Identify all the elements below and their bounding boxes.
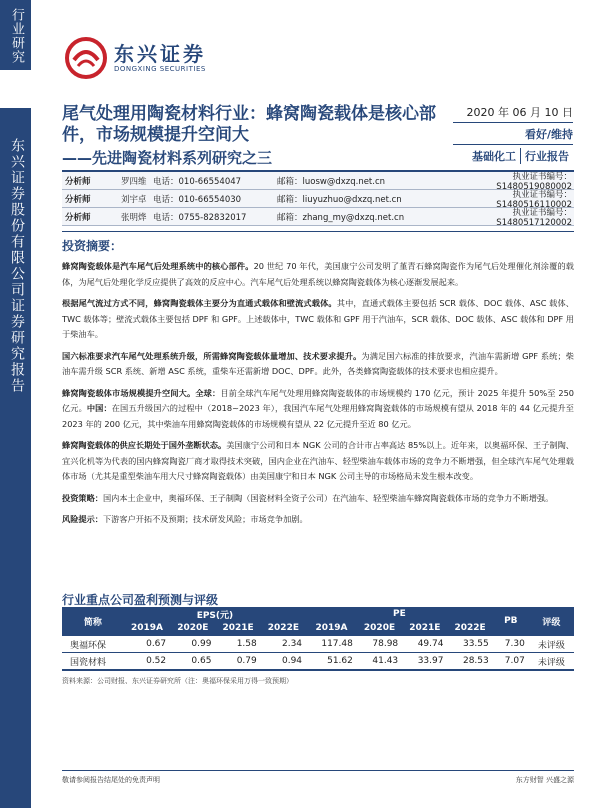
report-meta (453, 104, 573, 164)
sidebar-bottom-label: 东兴证券股份有限公司证券研究报告 (9, 138, 25, 394)
sidebar (0, 0, 31, 808)
logo-en-text: DONGXING SECURITIES (114, 65, 206, 73)
summary-paragraph: 蜂窝陶瓷载体市场规模提升空间大。全球：目前全球汽车尾气处理用蜂窝陶瓷载体的市场规模约 170 亿元，预计 2025 年提升 50%至 250 亿元。中国：在国五升级国六的过程中（2018~2023 年），我国汽车尾气处理用蜂窝陶瓷载体的市场规模有望从 2018 年的 44 亿元提升至 2023 年的 200 亿元，其中柴油车用蜂窝陶瓷载体的市场规模有望从 22 亿元提升至近 80 亿元。 (62, 387, 574, 429)
forecast-table (62, 607, 574, 671)
eps-group-header: EPS(元) (124, 607, 306, 621)
analyst-email[interactable]: 邮箱：liuyuzhuo@dxzq.net.cn (277, 194, 402, 205)
pe-cell: 28.53 (447, 653, 492, 671)
page-footer (62, 770, 574, 785)
tag-industry: 基础化工 (472, 150, 516, 163)
analyst-cert: 执业证书编号：S1480519080002 (496, 171, 572, 192)
pe-cell: 41.43 (357, 653, 402, 671)
forecast-table-title: 行业重点公司盈利预测与评级 (62, 593, 219, 607)
report-date: 2020 年 06 月 10 日 (453, 104, 573, 123)
eps-cell: 0.67 (124, 636, 170, 653)
analyst-name: 罗四维 (121, 176, 147, 187)
logo-cn-text: 东兴证券 (114, 42, 206, 66)
analyst-table (62, 170, 574, 226)
pe-cell: 33.97 (402, 653, 447, 671)
analyst-role: 分析师 (65, 176, 91, 187)
analyst-name: 刘宇卓 (121, 194, 147, 205)
year-header: 2021E (402, 621, 447, 636)
eps-cell: 0.65 (170, 653, 215, 671)
analyst-name: 张明烨 (121, 212, 147, 223)
eps-cell: 0.99 (170, 636, 215, 653)
sidebar-bottom-band (0, 108, 31, 808)
summary-paragraph: 国六标准要求汽车尾气处理系统升级，所需蜂窝陶瓷载体量增加、技术要求提升。为满足国六标准的排放要求，汽油车需新增 GPF 系统；柴油车需升级 SCR 系统、新增 ASC 系统，重柴车还需新增 DOC、DPF。此外，各类蜂窝陶瓷载体的技术要求也相应提升。 (62, 350, 574, 376)
year-header: 2021E (215, 621, 260, 636)
report-title: 尾气处理用陶瓷材料行业：蜂窝陶瓷载体是核心部件，市场规模提升空间大 (62, 104, 436, 145)
analyst-cert: 执业证书编号：S1480516110002 (496, 189, 572, 210)
report-subtitle: ——先进陶瓷材料系列研究之三 (62, 149, 273, 167)
year-header: 2020E (357, 621, 402, 636)
year-header: 2022E (447, 621, 492, 636)
analyst-cert: 执业证书编号：S1480517120002 (496, 207, 572, 228)
logo-emblem-icon (64, 36, 108, 80)
analyst-email[interactable]: 邮箱：luosw@dxzq.net.cn (277, 176, 386, 187)
analyst-phone: 电话：010-66554030 (153, 194, 242, 205)
table-row (62, 636, 574, 653)
summary-paragraph: 蜂窝陶瓷载体是汽车尾气后处理系统中的核心部件。20 世纪 70 年代，美国康宁公司发明了堇青石蜂窝陶瓷作为尾气后处理催化剂涂覆的载体，为尾气后处理化学反应提供了高效的反应中心。汽车尾气后处理系统以蜂窝陶瓷载体为核心逐渐发展起来。 (62, 261, 574, 287)
pe-cell: 51.62 (306, 653, 357, 671)
pe-cell: 78.98 (357, 636, 402, 653)
analyst-phone: 电话：0755-82832017 (153, 212, 247, 223)
company-name: 奥福环保 (62, 636, 124, 653)
eps-cell: 2.34 (261, 636, 306, 653)
rating-cell: 未评级 (529, 653, 574, 671)
pe-cell: 33.55 (447, 636, 492, 653)
sidebar-top-band (0, 0, 31, 70)
disclaimer-note: 敬请参阅报告结尾处的免责声明 (62, 776, 160, 784)
analyst-email[interactable]: 邮箱：zhang_my@dxzq.net.cn (277, 212, 405, 223)
year-header: 2022E (261, 621, 306, 636)
analyst-role: 分析师 (65, 212, 91, 223)
summary-paragraph: 蜂窝陶瓷载体的供应长期处于国外垄断状态。美国康宁公司和日本 NGK 公司的合计市占率高达 85%以上。近年来，以奥福环保、王子制陶、宜兴化机等为代表的国内蜂窝陶瓷厂商才取得技术突破，国内企业在汽油车、轻型柴油车载体市场的竞争力不断增强，但全球汽车尾气处理载体市场（尤其是重型柴油车用大尺寸蜂窝陶瓷载体）由美国康宁和日本 NGK 公司主导的市场格局未发生根本改变。 (62, 440, 574, 481)
industry-rating: 看好/维持 (453, 123, 573, 145)
summary-paragraph: 根据尾气流过方式不同，蜂窝陶瓷载体主要分为直通式载体和壁流式载体。其中，直通式载体主要包括 SCR 载体、DOC 载体、ASC 载体、TWC 载体等；壁流式载体主要包括 DPF 和 GPF。上述载体中，TWC 载体和 GPF 用于汽油车，SCR 载体、DOC 载体、ASC 载体和 DPF 用于柴油车。 (62, 298, 574, 339)
summary-heading: 投资摘要： (62, 239, 123, 253)
company-logo (64, 36, 206, 80)
col-pb-header: PB (493, 607, 529, 636)
eps-cell: 0.94 (261, 653, 306, 671)
table-row (62, 653, 574, 671)
data-source-note: 资料来源：公司财报、东兴证券研究所（注：奥福环保采用万得一致预期） (62, 677, 293, 685)
eps-cell: 1.58 (215, 636, 260, 653)
col-rating-header: 评级 (529, 607, 574, 636)
pb-cell: 7.30 (493, 636, 529, 653)
report-tags (453, 145, 573, 164)
col-name-header: 简称 (62, 607, 124, 636)
tag-report-type: 行业报告 (525, 150, 569, 163)
footer-slogan: 东方财智 兴盛之源 (515, 776, 574, 784)
pe-cell: 117.48 (306, 636, 357, 653)
summary-paragraph: 风险提示：下游客户开拓不及预期；技术研发风险；市场竞争加剧。 (62, 514, 308, 524)
sidebar-top-label: 行业研究 (9, 8, 24, 64)
year-header: 2019A (306, 621, 357, 636)
investment-summary (62, 231, 574, 531)
rating-cell: 未评级 (529, 636, 574, 653)
analyst-phone: 电话：010-66554047 (153, 176, 242, 187)
eps-cell: 0.52 (124, 653, 170, 671)
analyst-row (62, 208, 574, 226)
pe-group-header: PE (306, 607, 493, 621)
year-header: 2020E (170, 621, 215, 636)
pb-cell: 7.07 (493, 653, 529, 671)
analyst-role: 分析师 (65, 194, 91, 205)
eps-cell: 0.79 (215, 653, 260, 671)
year-header: 2019A (124, 621, 170, 636)
pe-cell: 49.74 (402, 636, 447, 653)
company-name: 国瓷材料 (62, 653, 124, 671)
summary-paragraph: 投资策略：国内本土企业中，奥福环保、王子制陶（国瓷材料全资子公司）在汽油车、轻型柴油车蜂窝陶瓷载体市场的竞争力不断增强。 (62, 492, 554, 503)
